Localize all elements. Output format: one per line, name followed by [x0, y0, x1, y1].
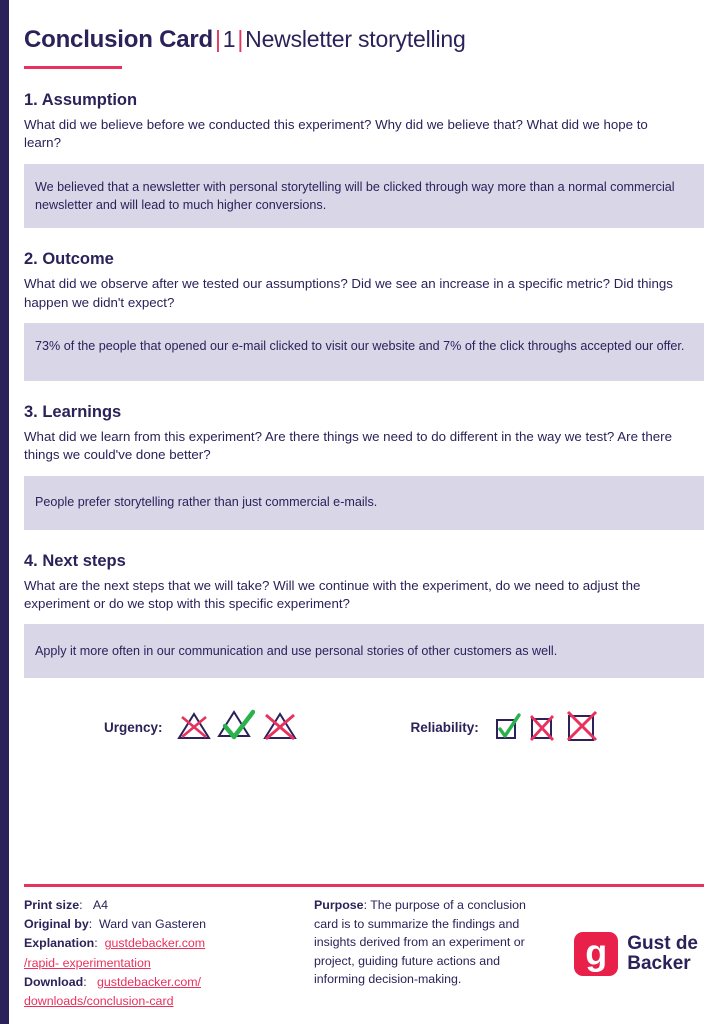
section-assumption [24, 91, 704, 228]
section-heading: 4. Next steps [24, 551, 126, 570]
brand-logo [574, 932, 698, 976]
purpose-label: Purpose [314, 898, 364, 912]
original-by-label: Original by [24, 917, 89, 932]
rating-group-urgency [104, 709, 299, 746]
print-size-value: A4 [92, 898, 109, 912]
explanation-link-line2[interactable]: /rapid- experimentation [24, 955, 151, 970]
logo-text-line2: Backer [627, 952, 691, 974]
download-link[interactable]: gustdebacker.com/ [96, 974, 201, 989]
left-accent-bar [0, 0, 9, 1024]
colon: : [79, 898, 93, 912]
section-question: What did we believe before we conducted this experiment? Why did we believe that? What did we hope to learn? [24, 117, 648, 151]
page-content [24, 0, 704, 747]
triangle-crossed-out-red-2[interactable] [261, 711, 299, 746]
section-question: What did we observe after we tested our assumptions? Did we see an increase in a specific metric? Did things happen we didn't expect? [24, 276, 673, 310]
title-main: Conclusion Card [24, 26, 214, 53]
footer-meta [24, 896, 314, 1011]
title-number: 1 [222, 26, 236, 52]
rating-group-reliability [411, 708, 601, 747]
triangle-crossed-out-red[interactable] [177, 711, 211, 746]
footer-purpose [314, 896, 529, 1011]
ratings-row [24, 708, 704, 747]
triangle-checked-green[interactable] [217, 709, 255, 746]
answer-field-next-steps[interactable]: Apply it more often in our communication and use personal stories of other customers as well. [24, 624, 704, 678]
title-subtitle: Newsletter storytelling [245, 26, 466, 52]
colon: : [83, 974, 97, 989]
section-outcome [24, 250, 704, 381]
section-heading: 3. Learnings [24, 402, 122, 421]
title-underline [24, 66, 122, 69]
answer-field-assumption[interactable]: We believed that a newsletter with personal storytelling will be clicked through way more than a normal commercial newsletter and will lead to much higher conversions. [24, 164, 704, 229]
answer-field-learnings[interactable]: People prefer storytelling rather than just commercial e-mails. [24, 476, 704, 530]
print-size-label: Print size [24, 898, 80, 912]
page-footer [24, 896, 704, 1011]
footer-download [24, 973, 314, 1011]
gust-de-backer-logo-icon [574, 932, 618, 976]
footer-explanation [24, 934, 314, 972]
explanation-link[interactable]: gustdebacker.com [104, 936, 206, 951]
answer-field-outcome[interactable]: 73% of the people that opened our e-mail clicked to visit our website and 7% of the click throughs accepted our offer. [24, 323, 704, 381]
section-heading: 2. Outcome [24, 250, 114, 269]
reliability-icons [493, 708, 601, 747]
colon: : [88, 917, 100, 932]
logo-text [627, 934, 698, 974]
footer-divider [24, 884, 704, 887]
section-question: What did we learn from this experiment? Are there things we need to do different in the way we test? Are there things we could've done better? [24, 428, 672, 463]
square-crossed-out-red-2[interactable] [563, 708, 601, 747]
section-question: What are the next steps that we will take? Will we continue with the experiment, do we need to adjust the experiment or do we stop with this specific experiment? [24, 577, 641, 611]
section-learnings [24, 403, 704, 530]
page-header [24, 0, 704, 69]
original-by-value: Ward van Gasteren [99, 917, 207, 932]
title-separator-2: | [237, 26, 244, 52]
page-title [24, 26, 704, 54]
square-checked-green[interactable] [493, 712, 521, 747]
section-heading: 1. Assumption [24, 91, 138, 109]
purpose-text: : The purpose of a conclusion card is to summarize the findings and insights derived from an experiment or project, guiding future actions and informing decision-making. [314, 898, 526, 987]
download-link-line2[interactable]: downloads/conclusion-card [24, 994, 174, 1009]
colon: : [94, 936, 105, 951]
square-crossed-out-red[interactable] [527, 712, 557, 747]
logo-text-line1: Gust de [627, 932, 698, 954]
download-label: Download [24, 974, 84, 989]
section-next-steps [24, 552, 704, 679]
footer-original-by [24, 915, 314, 934]
footer-logo-area [529, 896, 704, 1011]
explanation-label: Explanation [24, 936, 95, 951]
title-separator-1: | [215, 26, 221, 52]
reliability-label: Reliability: [410, 720, 479, 736]
footer-print-size [24, 896, 314, 915]
urgency-icons [177, 709, 299, 746]
urgency-label: Urgency: [104, 720, 163, 736]
